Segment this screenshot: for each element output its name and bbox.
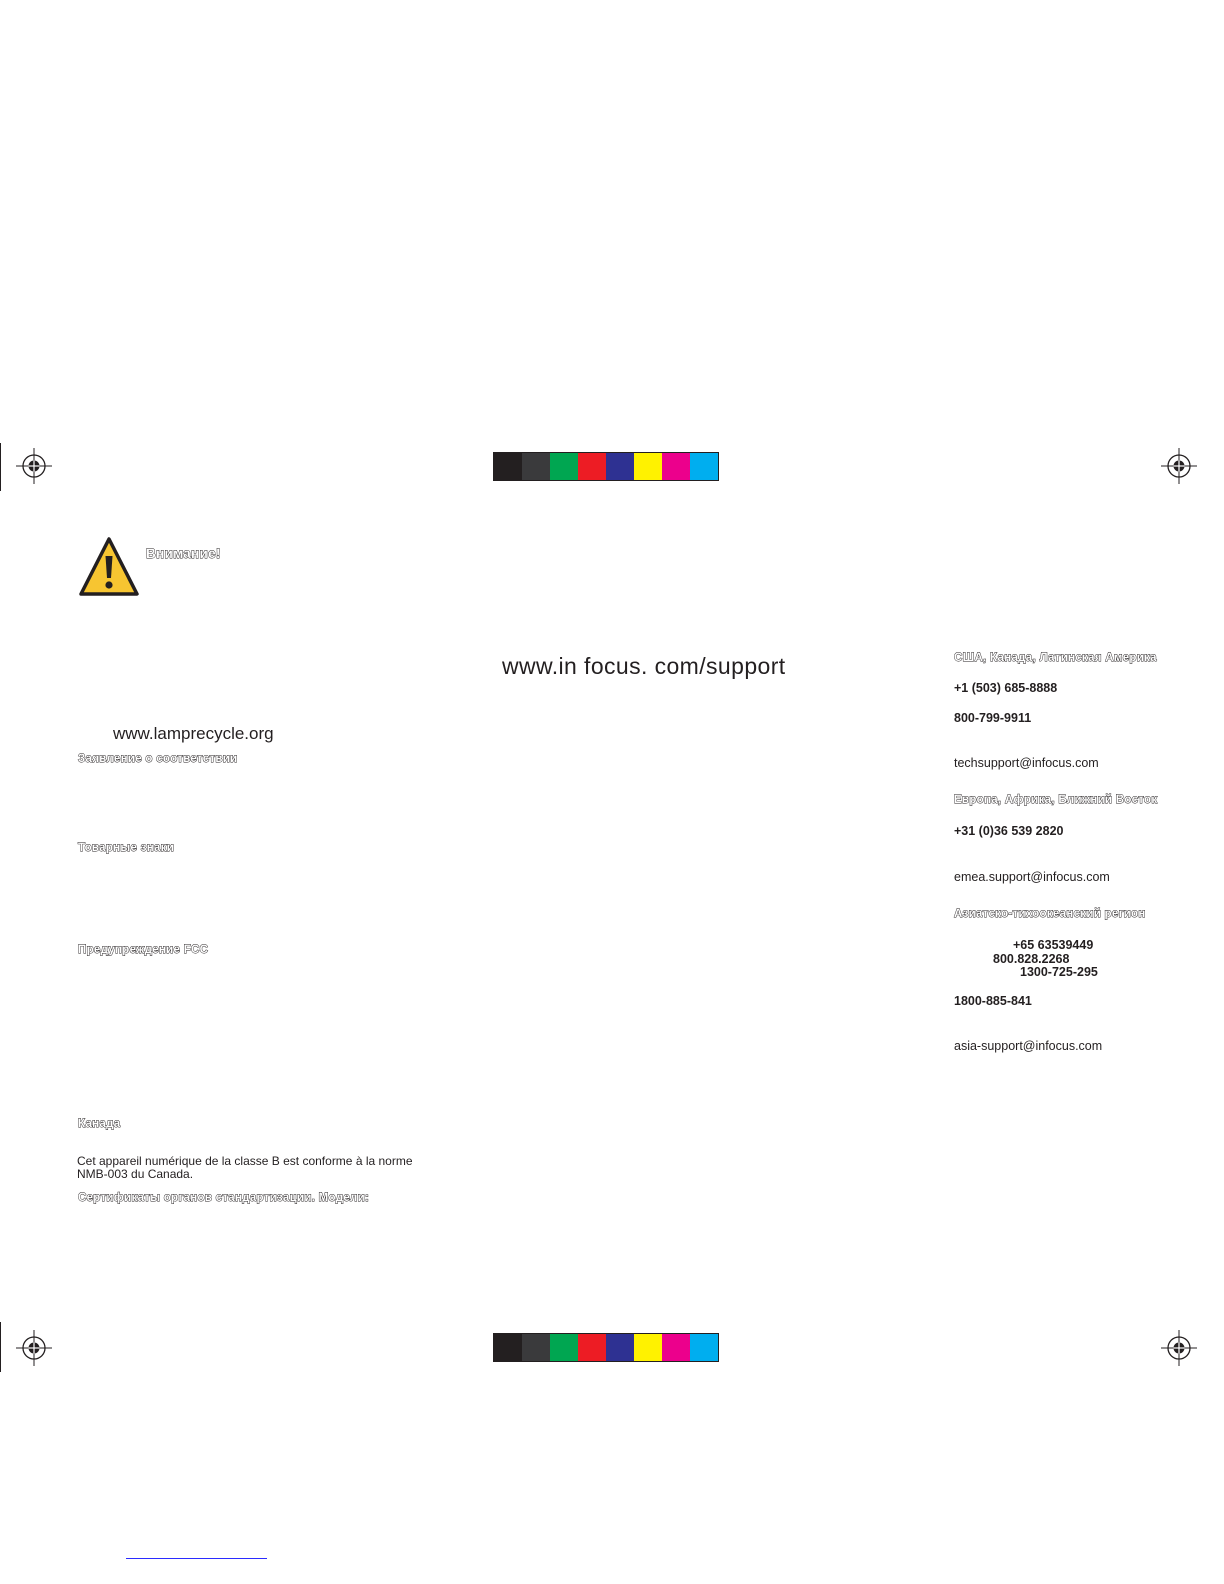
color-swatch (578, 453, 606, 480)
support-url: www.in focus. com/support (502, 653, 786, 679)
asia-phone-1: +65 63539449 (1013, 938, 1094, 952)
color-swatch (494, 1334, 522, 1361)
americas-phone-1: +1 (503) 685-8888 (954, 681, 1058, 695)
canada-text-line-1: Cet appareil numérique de la classe B est conforme à la norme (77, 1154, 413, 1168)
americas-email: techsupport@infocus.com (954, 756, 1099, 770)
canada-heading: Канада (78, 1118, 121, 1130)
trademarks-heading: Товарные знаки (78, 842, 175, 854)
color-swatch (662, 1334, 690, 1361)
asia-heading: Азиатско-тихоокеанский регион (954, 908, 1146, 920)
color-swatch (578, 1334, 606, 1361)
color-swatch (494, 453, 522, 480)
color-swatch (634, 1334, 662, 1361)
registration-mark-icon (16, 1330, 52, 1366)
crop-mark-bottom-left (0, 1322, 1, 1372)
registration-mark-icon (1161, 1330, 1197, 1366)
conformity-heading: Заявление о соответствии (78, 753, 238, 765)
color-bar-bottom (493, 1333, 719, 1362)
warning-triangle-icon (78, 536, 140, 598)
asia-phone-4: 1800-885-841 (954, 994, 1032, 1008)
registration-mark-icon (1161, 448, 1197, 484)
lamp-recycle-url: www.lamprecycle.org (113, 724, 274, 743)
color-swatch (550, 453, 578, 480)
color-swatch (606, 453, 634, 480)
color-swatch (522, 453, 550, 480)
asia-phone-2: 800.828.2268 (993, 952, 1070, 966)
color-swatch (690, 1334, 718, 1361)
color-swatch (690, 453, 718, 480)
warning-title: Внимание! (146, 546, 221, 561)
registration-mark-icon (16, 448, 52, 484)
emea-heading: Европа, Африка, Ближний Восток (954, 794, 1158, 806)
color-bar-top (493, 452, 719, 481)
crop-mark-top-left (0, 443, 1, 491)
color-swatch (550, 1334, 578, 1361)
color-swatch (606, 1334, 634, 1361)
americas-phone-2: 800-799-9911 (954, 711, 1032, 725)
canada-text-line-2: NMB-003 du Canada. (77, 1167, 194, 1181)
asia-phone-3: 1300-725-295 (1020, 965, 1098, 979)
color-swatch (634, 453, 662, 480)
emea-phone: +31 (0)36 539 2820 (954, 824, 1064, 838)
certifications-heading: Сертификаты органов стандартизации. Модели: (78, 1192, 370, 1204)
asia-email: asia-support@infocus.com (954, 1039, 1103, 1053)
americas-heading: США, Канада, Латинская Америка (954, 652, 1157, 664)
emea-email: emea.support@infocus.com (954, 870, 1110, 884)
link-underline[interactable] (126, 1558, 267, 1559)
color-swatch (522, 1334, 550, 1361)
color-swatch (662, 453, 690, 480)
fcc-heading: Предупреждение FCC (78, 944, 209, 956)
